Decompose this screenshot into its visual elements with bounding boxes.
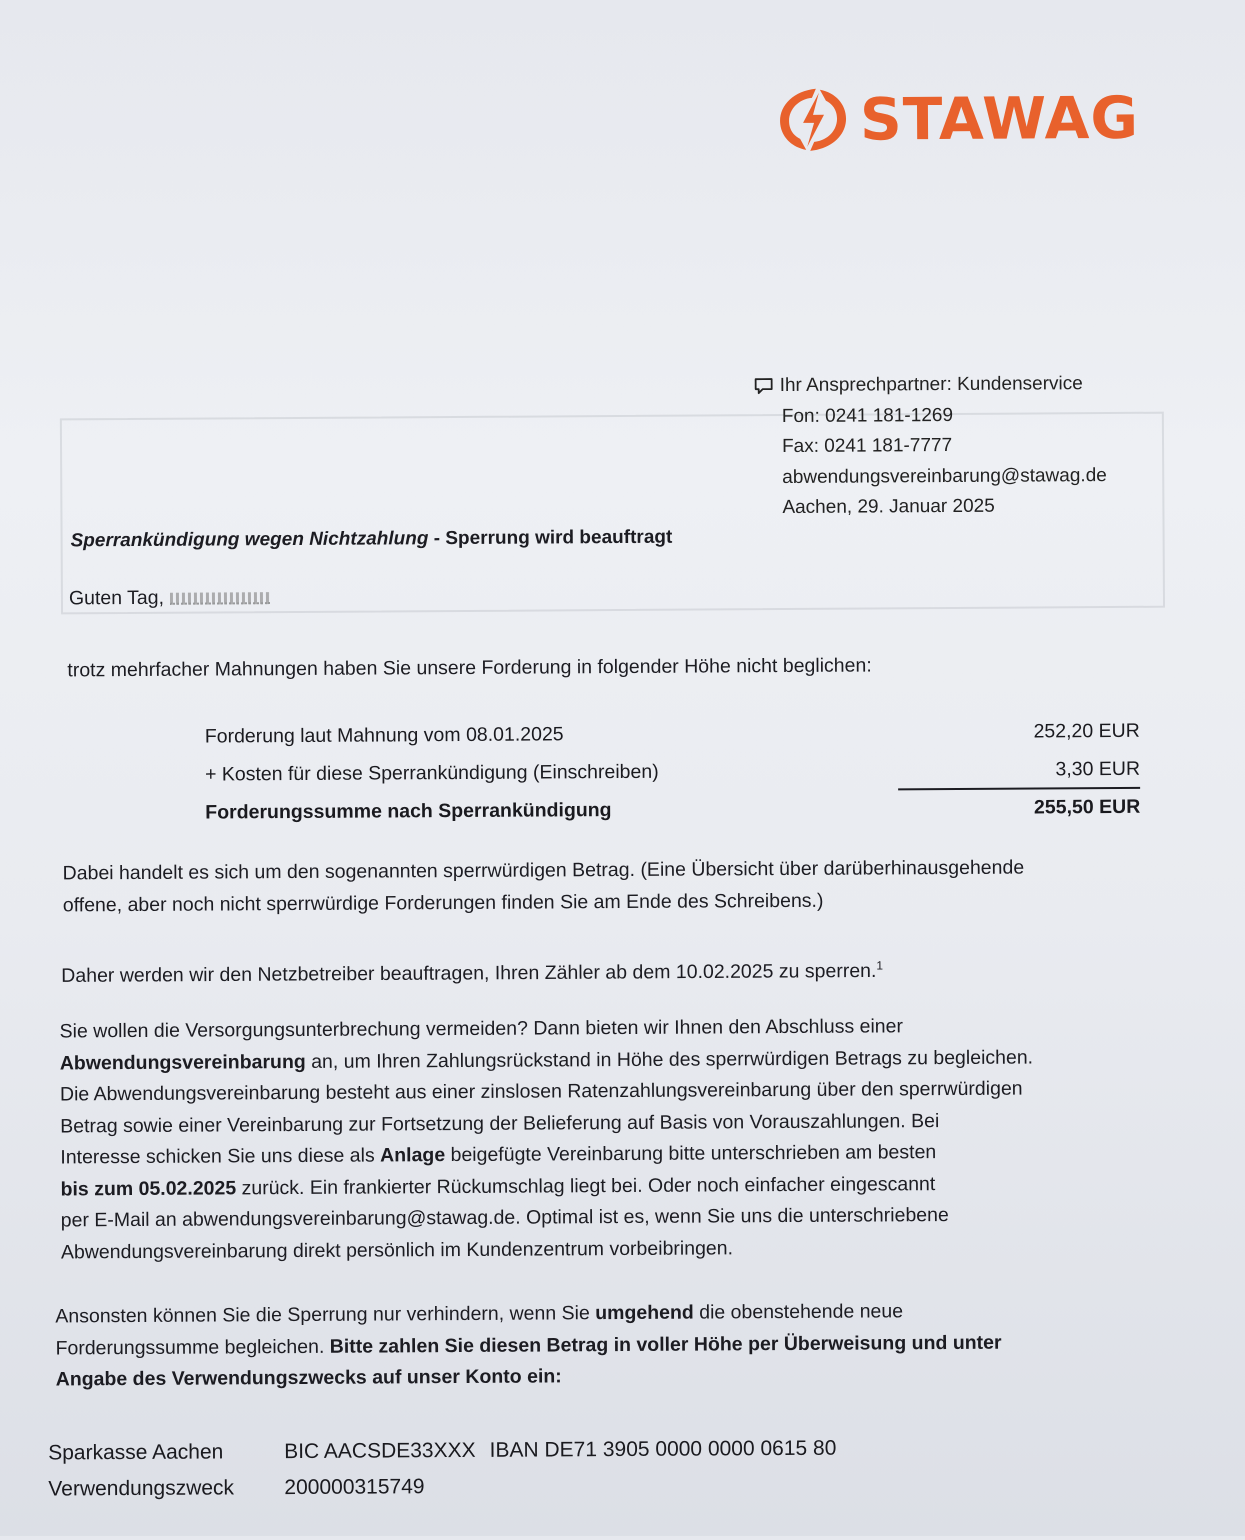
claim-amount: 3,30 EUR — [1055, 757, 1141, 781]
para3-line8: Abwendungsvereinbarung direkt persönlich im Kundenzentrum vorbeibringen. — [60, 1236, 734, 1263]
para3-bold-anlage: Anlage — [380, 1144, 446, 1167]
para3-line2-rest: an, um Ihren Zahlungsrückstand in Höhe des sperrwürdigen Betrags zu begleichen. — [305, 1045, 1034, 1073]
para4-bold-instruction: Bitte zahlen Sie diesen Betrag in voller Höhe per Überweisung und unter — [329, 1331, 1002, 1358]
bank-iban: IBAN DE71 3905 0000 0000 0615 80 — [489, 1436, 837, 1462]
greeting — [69, 582, 270, 614]
para3-line6-rest: zurück. Ein frankierter Rückumschlag liegt bei. Oder noch einfacher eingescannt — [236, 1172, 936, 1199]
contact-fax: Fax: 0241 181-7777 — [781, 434, 953, 458]
claim-label: + Kosten für diese Sperrankündigung (Einschreiben) — [204, 760, 659, 786]
para3-line5a: Interesse schicken Sie uns diese als — [60, 1144, 381, 1169]
subject-part1: Sperrankündigung wegen Nichtzahlung — [70, 528, 429, 552]
claim-total-row — [205, 788, 1140, 832]
place-date: Aachen, 29. Januar 2025 — [782, 495, 995, 519]
claim-total-amount: 255,50 EUR — [1033, 795, 1141, 819]
claim-amount: 252,20 EUR — [1033, 719, 1140, 743]
para1-line2: offene, aber noch nicht sperrwürdige Forderungen finden Sie am Ende des Schreibens.) — [62, 889, 824, 916]
footnote-marker: 1 — [876, 958, 884, 973]
para3-line5b: beigefügte Vereinbarung bitte unterschrieben am besten — [445, 1141, 937, 1167]
para4-line2a: Forderungssumme begleichen. — [55, 1335, 330, 1359]
para3-line1: Sie wollen die Versorgungsunterbrechung vermeiden? Dann bieten wir Ihnen den Abschluss einer — [59, 1015, 904, 1043]
para4-bold-umgehend: umgehend — [595, 1301, 694, 1325]
para3-line7: per E-Mail an abwendungsvereinbarung@stawag.de. Optimal ist es, wenn Sie uns die unterschriebene — [60, 1204, 949, 1232]
para4-line1a: Ansonsten können Sie die Sperrung nur verhindern, wenn Sie — [55, 1302, 596, 1328]
greeting-text: Guten Tag, — [68, 586, 165, 610]
para3-line3: Die Abwendungsvereinbarung besteht aus einer zinslosen Ratenzahlungsvereinbarung über den sperrwürdigen — [59, 1077, 1023, 1106]
bank-name: Sparkasse Aachen — [48, 1440, 224, 1465]
paragraph-zahlung — [55, 1296, 1002, 1396]
paragraph-sperrwuerdig — [63, 853, 1025, 922]
claim-total-label: Forderungssumme nach Sperrankündigung — [205, 799, 612, 824]
bank-details — [48, 1431, 837, 1508]
stawag-logo — [776, 85, 1139, 153]
paragraph-netzbetreiber — [61, 950, 883, 992]
redacted-name — [170, 592, 270, 605]
contact-fon: Fon: 0241 181-1269 — [781, 404, 954, 427]
logo-wordmark: STAWAG — [859, 83, 1140, 154]
subject-part2: - Sperrung wird beauftragt — [428, 526, 673, 550]
para3-bold-deadline: bis zum 05.02.2025 — [60, 1176, 237, 1200]
contact-partner: Ihr Ansprechpartner: Kundenservice — [779, 373, 1083, 397]
claim-row — [205, 712, 1140, 756]
contact-block — [754, 369, 1108, 524]
para3-line4: Betrag sowie einer Vereinbarung zur Fortsetzung der Belieferung auf Basis von Vorauszahlungen. Bei — [60, 1109, 940, 1137]
claim-label: Forderung laut Mahnung vom 08.01.2025 — [204, 723, 564, 748]
speech-bubble-icon — [754, 377, 780, 395]
intro-text: trotz mehrfacher Mahnungen haben Sie unsere Forderung in folgender Höhe nicht beglichen: — [67, 654, 872, 682]
para4-line3: Angabe des Verwendungszwecks auf unser Konto ein: — [55, 1365, 562, 1391]
contact-email[interactable]: abwendungsvereinbarung@stawag.de — [782, 464, 1107, 488]
stawag-flame-logo-icon — [776, 87, 850, 153]
para1-line1: Dabei handelt es sich um den sogenannten sperrwürdigen Betrag. (Eine Übersicht über darüberhinausgehende — [62, 856, 1025, 885]
bank-bic: BIC AACSDE33XXX — [284, 1438, 476, 1464]
subject-line — [71, 522, 673, 557]
purpose-value: 200000315749 — [284, 1475, 425, 1500]
para3-bold-abwendung: Abwendungsvereinbarung — [59, 1050, 306, 1074]
purpose-label: Verwendungszweck — [48, 1476, 235, 1501]
para4-line1b: die obenstehende neue — [693, 1300, 904, 1324]
paragraph-abwendung — [60, 1010, 1035, 1268]
claims-table — [205, 712, 1141, 832]
para2-text: Daher werden wir den Netzbetreiber beauftragen, Ihren Zähler ab dem 10.02.2025 zu sperren. — [61, 959, 877, 987]
